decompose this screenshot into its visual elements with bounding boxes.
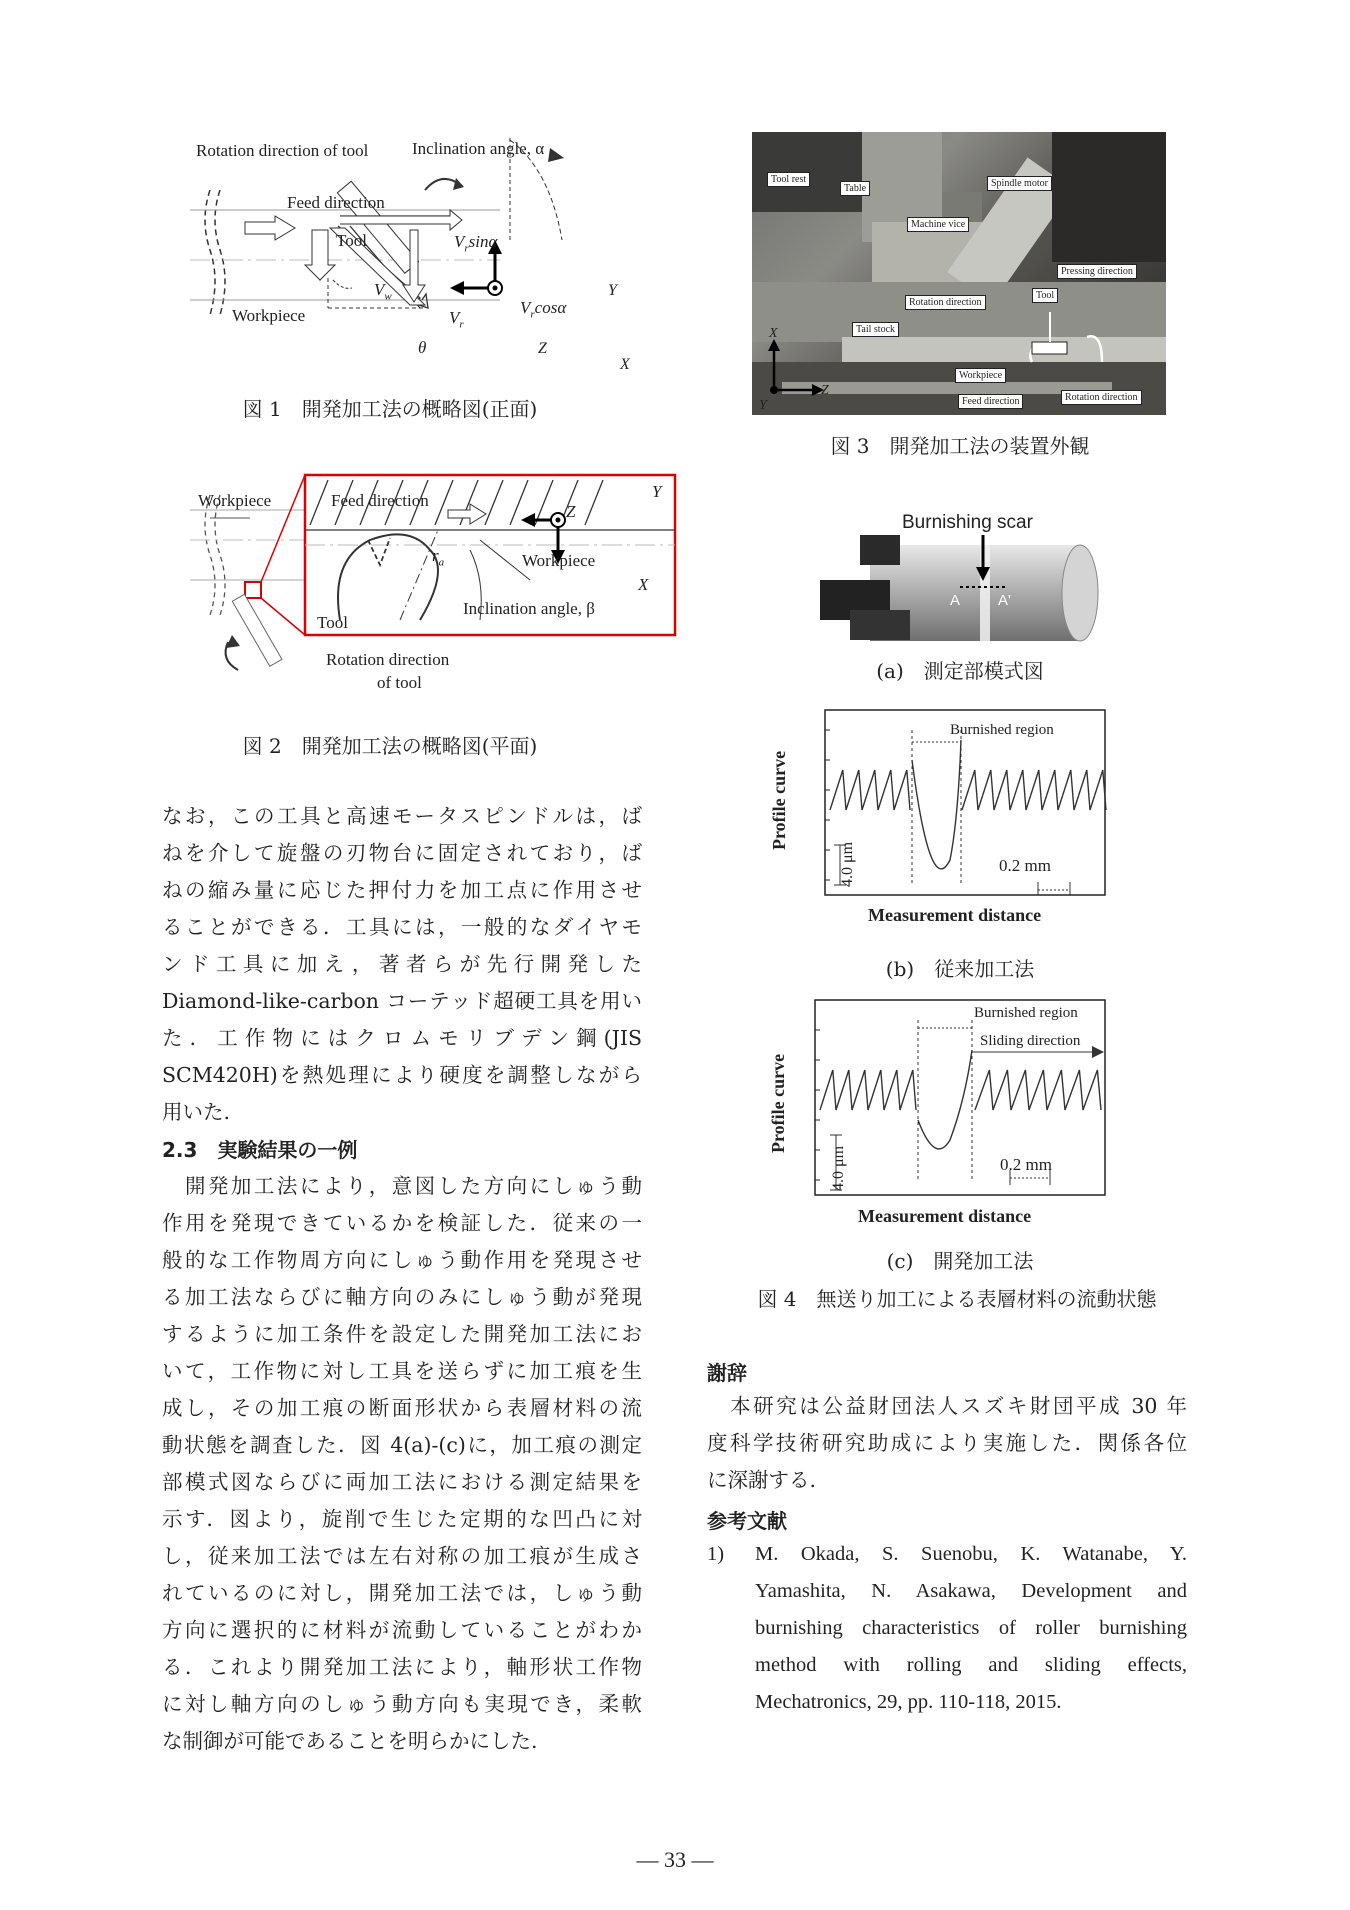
section-text-line: に対し軸方向のしゅう動方向も実現でき，柔軟 [162, 1692, 642, 1716]
section-text-line: するように加工条件を設定した開発加工法にお [162, 1322, 642, 1346]
fig1-vw-label: $V_w$ [374, 280, 392, 303]
fig1-axis-y: Y [608, 282, 617, 299]
fig1-axis-z: Z [538, 340, 547, 357]
left-text-line: ることができる．工具には，一般的なダイヤモ [162, 915, 642, 939]
fig3-spindle-label: Spindle motor [987, 176, 1052, 191]
fig2-axis-z: Z [566, 502, 576, 521]
section-text-line: る加工法ならびに軸方向のみにしゅう動が発現 [162, 1285, 642, 1309]
ack-text-line: に深謝する. [707, 1468, 817, 1492]
fig3-axis-x: X [769, 326, 778, 341]
ack-text-line: 本研究は公益財団法人スズキ財団平成 30 年 [707, 1394, 1187, 1418]
fig3-rotation-label: Rotation direction [905, 295, 986, 310]
fig1-vr-cos-label: $V_r\cos\alpha$ [520, 298, 567, 321]
fig3-tail-label: Tail stock [852, 322, 899, 337]
page-number: — 33 — [636, 1847, 714, 1872]
fig1-feed-label: Feed direction [287, 193, 385, 212]
fig3-table-label: Table [840, 181, 870, 196]
fig3-workpiece-label: Workpiece [955, 368, 1006, 383]
fig3-feed-label: Feed direction [958, 394, 1023, 409]
section-text-line: 動状態を調査した．図 4(a)-(c)に，加工痕の測定 [162, 1433, 642, 1457]
fig4c-chart [770, 990, 1120, 1220]
fig2-tool-label: Tool [317, 613, 348, 632]
fig4c-ylabel: Profile curve [768, 1053, 788, 1153]
section-text-line: な制御が可能であることを明らかにした. [162, 1729, 538, 1753]
fig3-axis-y: Y [759, 398, 767, 413]
fig3-rotation2-label: Rotation direction [1061, 390, 1142, 405]
reference-entry [755, 1536, 1187, 1721]
left-text-line: ねの縮み量に応じた押付力を加工点に作用させ [162, 878, 642, 902]
fig3-vice-label: Machine vice [907, 217, 969, 232]
section-text-line: れているのに対し，開発加工法では，しゅう動 [162, 1581, 642, 1605]
fig4a-a2-label: A' [998, 592, 1011, 609]
ack-text-line: 度科学技術研究助成により実施した．関係各位 [707, 1431, 1187, 1455]
left-text-line: SCM420H)を熱処理により硬度を調整しながら [162, 1063, 642, 1087]
ref-text-line: burnishing characteristics of roller burnishing [755, 1617, 1187, 1639]
section-text-line: いて，工作物に対し工具を送らずに加工痕を生 [162, 1359, 642, 1383]
left-paragraph [162, 798, 642, 1131]
fig1-tool-label: Tool [336, 231, 367, 250]
left-text-line: た．工作物にはクロムモリブデン鋼(JIS [162, 1026, 642, 1050]
fig1-vr-label: $V_r$ [449, 308, 464, 331]
fig4b-scale-x: 0.2 mm [999, 856, 1051, 875]
section-text-line: 部模式図ならびに両加工法における測定結果を [162, 1470, 642, 1494]
fig4b-region-label: Burnished region [950, 722, 1054, 738]
fig4a-diagram [810, 535, 1100, 645]
left-text-line: Diamond-like-carbon コーテッド超硬工具を用い [162, 989, 642, 1013]
fig2-rotation-line2: of tool [377, 673, 422, 692]
fig4b-ylabel: Profile curve [769, 750, 789, 850]
fig3-pressing-label: Pressing direction [1057, 264, 1137, 279]
ref-text-line: Mechatronics, 29, pp. 110-118, 2015. [755, 1691, 1062, 1713]
fig1-rotation-label: Rotation direction of tool [196, 141, 369, 160]
fig2-axis-x: X [638, 575, 649, 594]
fig4c-region-label: Burnished region [974, 1005, 1078, 1021]
fig4b-xlabel: Measurement distance [868, 905, 1042, 925]
fig4c-scale-y: 4.0 μm [830, 1145, 847, 1191]
fig2-workpiece-inner: Workpiece [522, 551, 596, 570]
fig3-tool-label: Tool [1032, 288, 1058, 303]
left-text-line: 用いた. [162, 1100, 231, 1124]
acknowledgement-heading: 謝辞 [707, 1361, 747, 1385]
reference-number: 1) [707, 1543, 725, 1565]
left-text-line: なお，この工具と高速モータスピンドルは，ば [162, 804, 642, 828]
fig1-vr-sin-label: $V_r\sin\alpha$ [454, 232, 498, 255]
acknowledgement-paragraph [707, 1388, 1187, 1499]
fig1-axis-x: X [620, 356, 630, 373]
fig2-workpiece-left: Workpiece [198, 491, 272, 510]
fig1-workpiece-label: Workpiece [232, 306, 306, 325]
ref-text-line: M. Okada, S. Suenobu, K. Watanabe, Y. [755, 1543, 1187, 1565]
fig3-tool-rest-label: Tool rest [767, 172, 810, 187]
figure-4-caption: 図 4 無送り加工による表層材料の流動状態 [757, 1287, 1157, 1311]
fig2-feed-label: Feed direction [331, 491, 429, 510]
fig4b-scale-y: 4.0 μm [839, 841, 856, 887]
left-text-line: ねを介して旋盤の刃物台に固定されており，ば [162, 841, 642, 865]
fig1-theta-label: θ [418, 338, 427, 357]
section-text-line: る．これより開発加工法により，軸形状工作物 [162, 1655, 642, 1679]
section-text-line: し，従来加工法では左右対称の加工痕が生成さ [162, 1544, 642, 1568]
fig2-rotation-line1: Rotation direction [326, 650, 450, 669]
ref-text-line: method with rolling and sliding effects, [755, 1654, 1187, 1676]
fig4a-a-label: A [950, 592, 961, 609]
section-text-line: 作用を発現できているかを検証した．従来の一 [162, 1211, 642, 1235]
fig4b-caption: (b) 従来加工法 [885, 957, 1035, 981]
fig1-inclination-label: Inclination angle, α [412, 139, 545, 158]
fig3-axes [756, 325, 836, 415]
section-text-line: 方向に選択的に材料が流動していることがわか [162, 1618, 642, 1642]
fig2-ra-label: $r_a$ [432, 546, 445, 569]
figure-2-caption: 図 2 開発加工法の概略図(平面) [242, 734, 538, 758]
fig2-inclination-label: Inclination angle, β [463, 599, 595, 618]
fig4c-caption: (c) 開発加工法 [886, 1249, 1034, 1273]
fig4c-scale-x: 0.2 mm [1000, 1155, 1052, 1174]
section-text-line: 成し，その加工痕の断面形状から表層材料の流 [162, 1396, 642, 1420]
fig4a-caption: (a) 測定部模式図 [876, 659, 1044, 683]
fig4c-xlabel: Measurement distance [858, 1206, 1032, 1226]
ref-text-line: Yamashita, N. Asakawa, Development and [755, 1580, 1187, 1602]
fig4c-sliding-label: Sliding direction [980, 1033, 1081, 1049]
section-text-line: 示す．図より，旋削で生じた定期的な凹凸に対 [162, 1507, 642, 1531]
section-heading: 2.3 実験結果の一例 [162, 1138, 358, 1162]
section-text-line: 般的な工作物周方向にしゅう動作用を発現させ [162, 1248, 642, 1272]
references-heading: 参考文献 [707, 1509, 787, 1533]
fig4a-burnishing-label: Burnishing scar [902, 512, 1033, 533]
left-text-line: ンド工具に加え，著者らが先行開発した [162, 952, 642, 976]
fig2-axis-y: Y [652, 482, 662, 501]
fig3-axis-z: Z [821, 383, 829, 398]
section-paragraph [162, 1168, 642, 1760]
figure-1-caption: 図 1 開発加工法の概略図(正面) [242, 397, 538, 421]
figure-3-caption: 図 3 開発加工法の装置外観 [830, 434, 1090, 458]
section-text-line: 開発加工法により，意図した方向にしゅう動 [162, 1174, 642, 1198]
